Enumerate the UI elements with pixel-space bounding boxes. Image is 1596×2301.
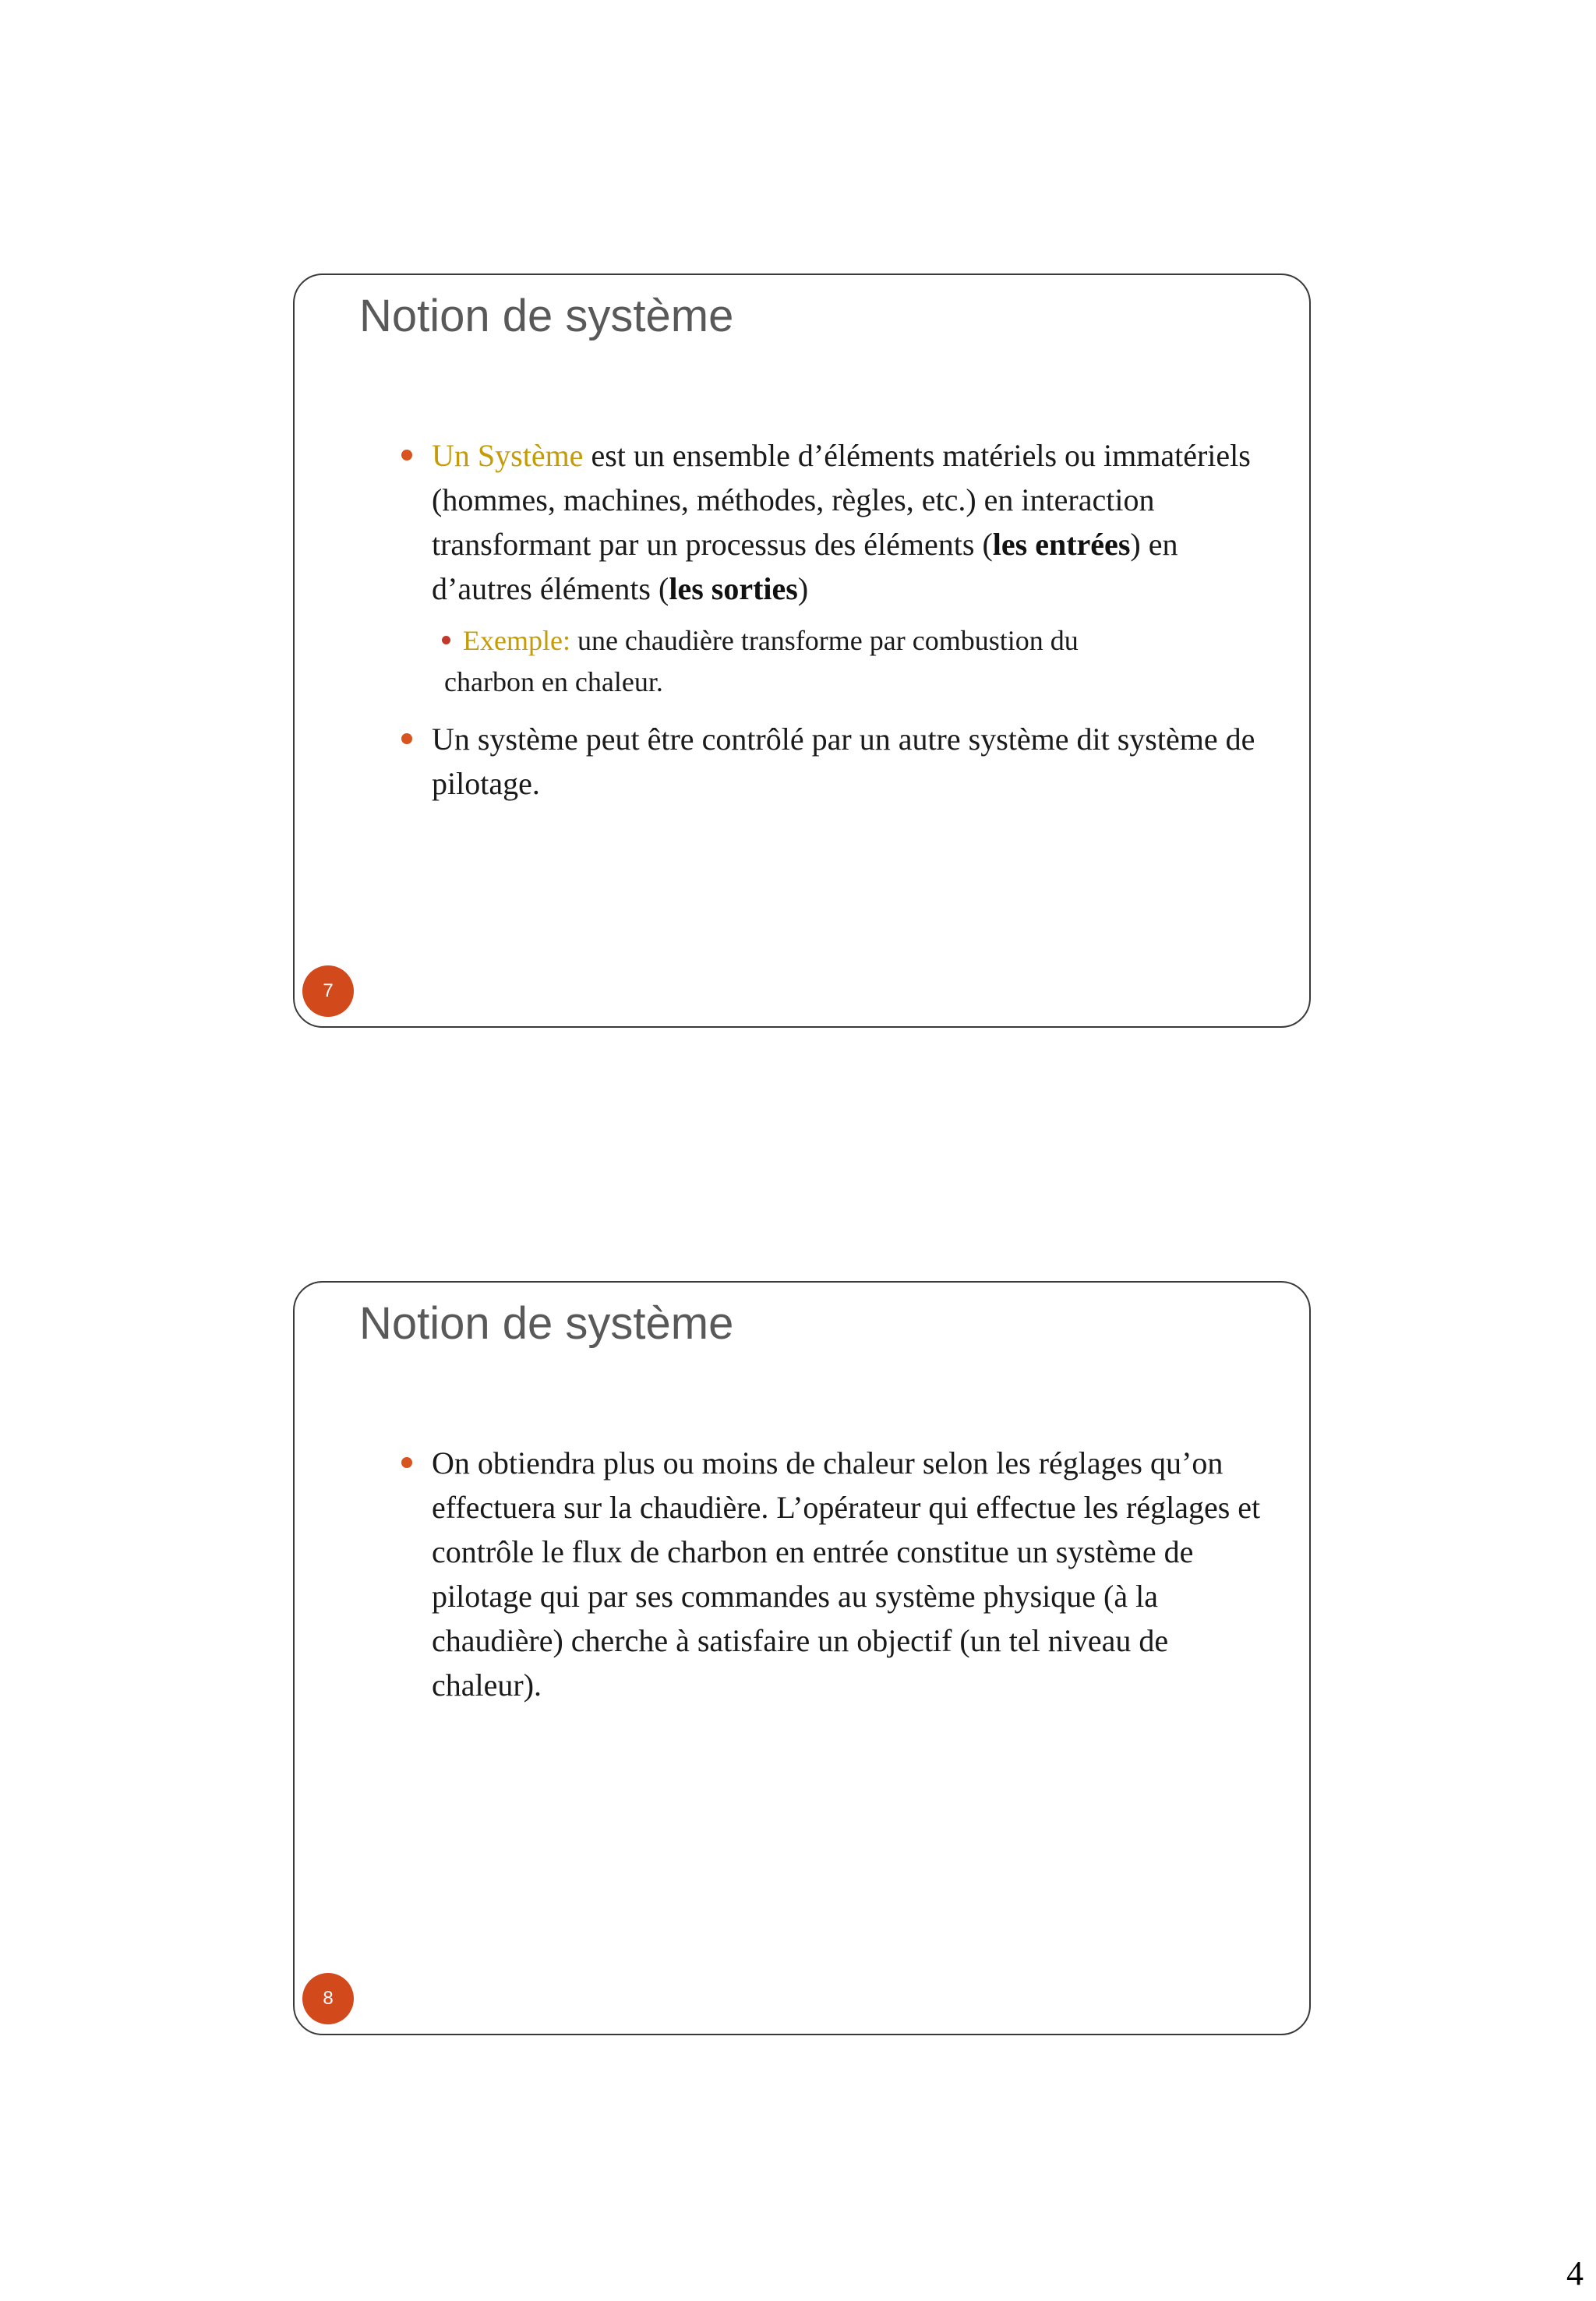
bold-term: les entrées	[992, 527, 1131, 562]
slide-title: Notion de système	[359, 1298, 734, 1349]
slide-7	[293, 274, 1311, 1028]
bullet-pilotage	[295, 717, 1309, 806]
bullet-dot-icon	[401, 1457, 412, 1468]
sub-bullet-text: une chaudière transforme par combustion du	[570, 625, 1079, 656]
slide-number-badge: 8	[302, 1973, 354, 2024]
example-label: Exemple:	[463, 625, 570, 656]
bullet-dot-icon	[401, 733, 412, 744]
slide-number-badge: 7	[302, 965, 354, 1017]
bullet-text: est un ensemble d’éléments matériels ou immatériels (hommes, machines, méthodes, règles, etc.) en interaction transformant par un processus des éléments (	[432, 438, 1251, 562]
highlight-term: Un Système	[432, 438, 584, 473]
bullet-operator	[295, 1441, 1309, 1707]
bullet-dot-icon	[401, 450, 412, 461]
bullet-text: On obtiendra plus ou moins de chaleur selon les réglages qu’on effectuera sur la chaudière. L’opérateur qui effectue les réglages et contrôle le flux de charbon en entrée constitue un système de pilotage qui par ses commandes au système physique (à la chaudière) cherche à satisfaire un objectif (un tel niveau de chaleur).	[432, 1445, 1261, 1703]
slide-content	[295, 433, 1309, 821]
bullet-text: Un système peut être contrôlé par un autre système dit système de pilotage.	[432, 722, 1255, 801]
bullet-definition	[295, 433, 1309, 611]
slide-title: Notion de système	[359, 291, 734, 341]
sub-bullet-dot-icon	[442, 636, 450, 644]
bold-term: les sorties	[669, 571, 798, 606]
slide-8	[293, 1281, 1311, 2035]
page-number: 4	[1566, 2254, 1584, 2292]
sub-bullet-example	[295, 620, 1309, 703]
slide-content	[295, 1441, 1309, 1723]
bullet-text: ) en d’autres éléments (	[432, 527, 1178, 606]
sub-bullet-text-continued: charbon en chaleur.	[444, 666, 663, 697]
bullet-text: )	[797, 571, 809, 606]
